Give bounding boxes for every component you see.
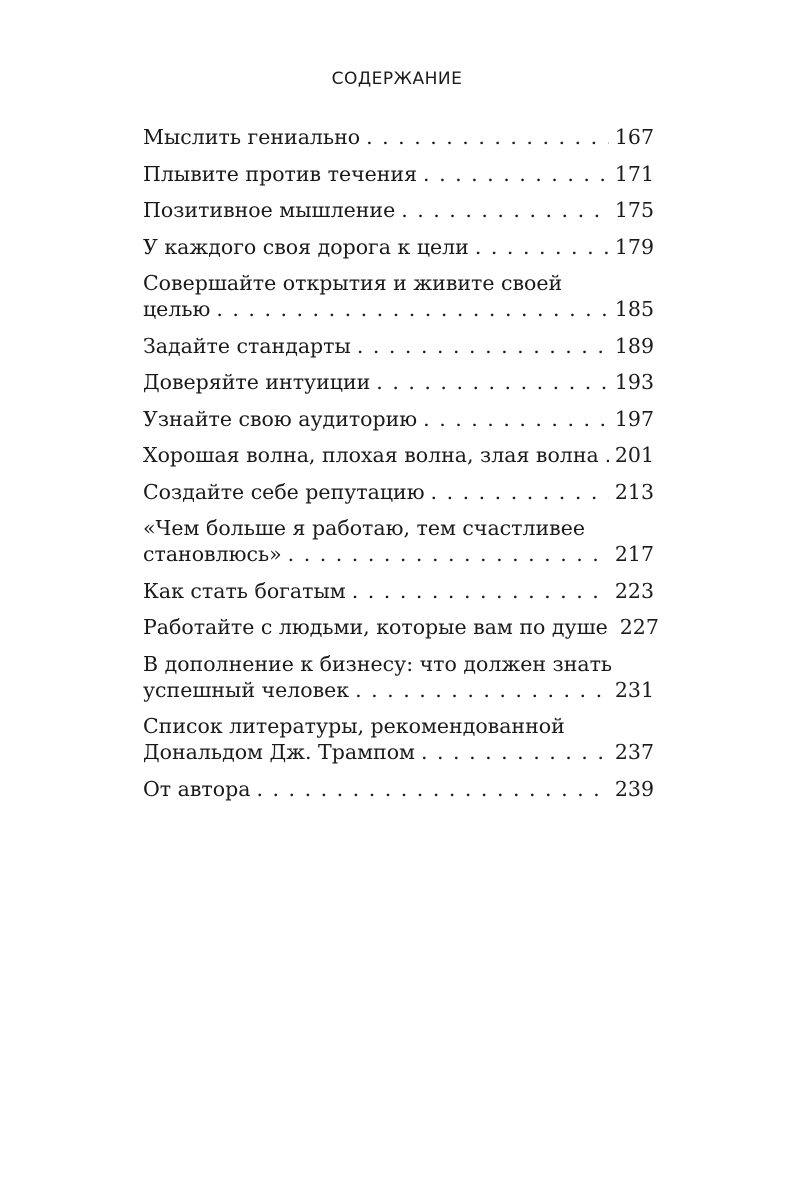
toc-page-number: 227 — [619, 615, 659, 639]
toc-entry-title: Доверяйте интуиции — [143, 370, 371, 394]
toc-entry-title: Позитивное мышление — [143, 198, 396, 222]
dot-leader — [401, 197, 609, 223]
toc-entry — [143, 161, 654, 187]
toc-page-number: 237 — [614, 740, 654, 764]
toc-entry-title: Работайте с людьми, которые вам по душе — [143, 615, 608, 639]
toc-page-number: 231 — [614, 677, 654, 702]
dot-leader — [288, 541, 609, 567]
toc-entry-title-line: Список литературы, рекомендованной — [143, 714, 565, 738]
toc-entry — [143, 234, 654, 260]
toc-entry — [143, 369, 654, 395]
toc-entry-title: Мыслить гениально — [143, 125, 361, 149]
toc-heading: СОДЕРЖАНИЕ — [331, 69, 463, 89]
toc-entry — [143, 442, 654, 468]
toc-entry-title: Узнайте свою аудиторию — [143, 406, 418, 431]
toc-entry-title-line: целью — [143, 297, 211, 321]
dot-leader — [423, 406, 609, 432]
toc-entry — [143, 515, 654, 567]
toc-page-number: 171 — [614, 161, 654, 186]
dot-leader — [366, 124, 609, 150]
toc-entry-title-line: Совершайте открытия и живите своей — [143, 271, 563, 295]
toc-entry — [143, 578, 654, 604]
toc-entry — [143, 479, 654, 505]
toc-page-number: 223 — [614, 578, 654, 603]
toc-entry-title: Как стать богатым — [143, 578, 346, 603]
toc-page-number: 167 — [614, 125, 654, 149]
table-of-contents — [143, 124, 659, 812]
dot-leader — [355, 677, 609, 703]
toc-entry — [143, 614, 659, 640]
toc-entry — [143, 124, 654, 150]
toc-entry — [143, 713, 654, 765]
dot-leader — [352, 578, 609, 604]
dot-leader — [376, 369, 609, 395]
toc-page-number: 217 — [614, 542, 654, 566]
toc-page-number: 189 — [614, 333, 654, 358]
dot-leader — [423, 161, 609, 187]
toc-entry-title: От автора — [143, 776, 251, 801]
toc-entry-title: У каждого своя дорога к цели — [143, 234, 469, 259]
toc-page-number: 201 — [614, 443, 654, 467]
toc-entry — [143, 406, 654, 432]
toc-entry — [143, 333, 654, 359]
toc-entry-title-line: В дополнение к бизнесу: что должен знать — [143, 651, 613, 676]
toc-entry-title: Создайте себе репутацию — [143, 479, 425, 504]
toc-entry-title: Плывите против течения — [143, 161, 418, 186]
toc-page-number: 185 — [614, 297, 654, 321]
toc-entry — [143, 651, 654, 703]
dot-leader — [357, 333, 609, 359]
toc-entry-title-line: становлюсь» — [143, 542, 282, 566]
dot-leader — [216, 296, 609, 322]
dot-leader — [431, 479, 609, 505]
toc-page-number: 239 — [614, 776, 654, 801]
toc-entry — [143, 776, 654, 802]
dot-leader — [475, 234, 609, 260]
toc-entry-title: Задайте стандарты — [143, 333, 351, 358]
dot-leader — [421, 739, 609, 765]
toc-entry-title-line: Дональдом Дж. Трампом — [143, 740, 415, 764]
toc-entry-title-line: успешный человек — [143, 677, 350, 702]
toc-page-number: 193 — [614, 370, 654, 394]
toc-entry — [143, 270, 654, 322]
toc-entry — [143, 197, 654, 223]
dot-leader — [256, 776, 608, 802]
toc-page-number: 179 — [614, 234, 654, 259]
toc-page-number: 175 — [614, 198, 654, 222]
toc-entry-title-line: «Чем больше я работаю, тем счастливее — [143, 516, 585, 540]
dot-leader — [605, 442, 609, 468]
toc-entry-title: Хорошая волна, плохая волна, злая волна — [143, 443, 599, 467]
toc-page-number: 197 — [614, 406, 654, 431]
toc-page-number: 213 — [614, 479, 654, 504]
